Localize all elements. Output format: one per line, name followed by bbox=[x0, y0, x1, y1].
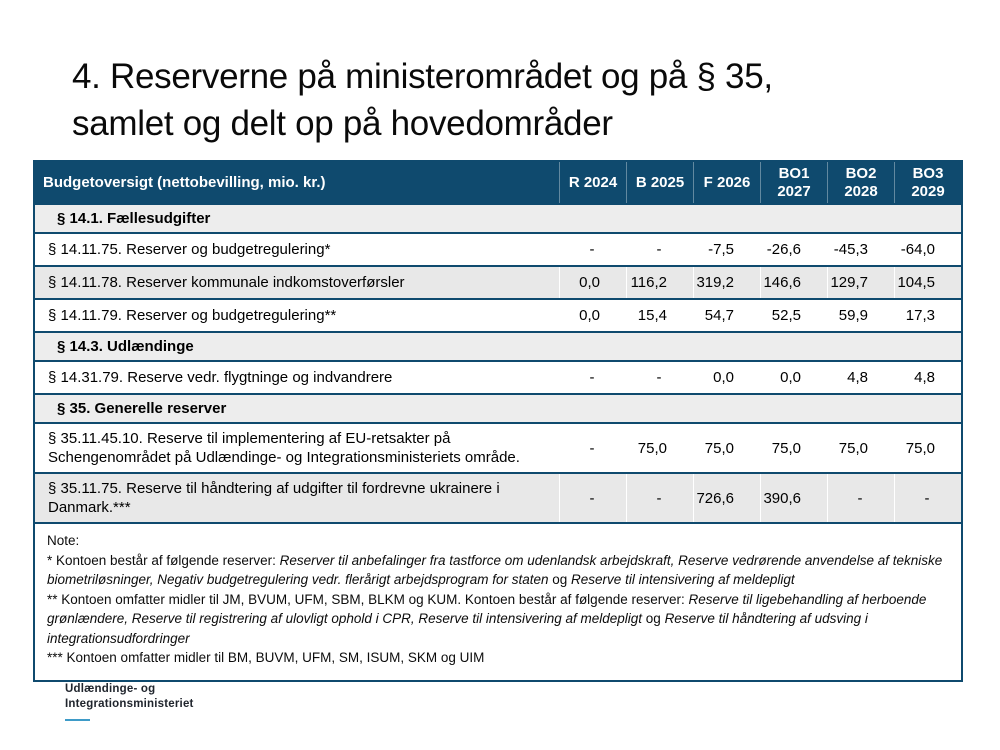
value-cell: -45,3 bbox=[827, 234, 894, 265]
value-cell: 54,7 bbox=[693, 300, 760, 331]
note-text: og bbox=[548, 572, 572, 587]
value-cell: - bbox=[827, 474, 894, 522]
note-text-italic: Reserve til håndtering af udsving i integrationsudfordringer bbox=[47, 611, 868, 646]
row-label: § 35.11.45.10. Reserve til implementering af EU-retsakter på Schengenområdet på Udlændinge- og Integrationsministeriets område. bbox=[48, 430, 520, 466]
note-text: ** Kontoen omfatter midler til JM, BVUM, UFM, SBM, BLKM og KUM. Kontoen består af følgende reserver: bbox=[47, 591, 689, 607]
section-label: § 35. Generelle reserver bbox=[57, 400, 227, 417]
value-cell: 726,6 bbox=[693, 474, 760, 522]
column-header-b2025 bbox=[626, 162, 693, 203]
value-cell: 75,0 bbox=[894, 424, 961, 472]
column-header-text: BO2 bbox=[845, 164, 877, 182]
row-label: § 14.11.75. Reserver og budgetregulering* bbox=[48, 241, 331, 258]
row-label: § 14.11.78. Reserver kommunale indkomstoverførsler bbox=[48, 274, 405, 291]
value-cell: 4,8 bbox=[827, 362, 894, 393]
column-header-bo2-2028 bbox=[827, 162, 894, 203]
note-text: og bbox=[642, 611, 665, 626]
value-cell: 4,8 bbox=[894, 362, 961, 393]
table-row-35-11-75 bbox=[35, 472, 961, 522]
column-header-text: R 2024 bbox=[568, 173, 618, 191]
value-cell: 0,0 bbox=[559, 267, 626, 298]
table-header-label: Budgetoversigt (nettobevilling, mio. kr.) bbox=[43, 174, 326, 191]
table-row-35-11-45-10 bbox=[35, 422, 961, 472]
section-row-14-1 bbox=[35, 203, 961, 232]
table-header-row bbox=[35, 162, 961, 203]
note-title: Note: bbox=[47, 533, 80, 548]
page-title-line-1: 4. Reserverne på ministerområdet og på § 35, bbox=[72, 57, 773, 97]
value-cell: - bbox=[626, 362, 693, 393]
value-cell: - bbox=[626, 474, 693, 522]
row-label: § 35.11.75. Reserve til håndtering af udgifter til fordrevne ukrainere i Danmark.*** bbox=[48, 480, 500, 516]
note-text: * Kontoen består af følgende reserver: bbox=[47, 552, 280, 568]
table-row-14-31-79 bbox=[35, 360, 961, 393]
ministry-name-line-1: Udlændinge- og bbox=[65, 683, 156, 695]
value-cell: - bbox=[626, 234, 693, 265]
column-header-bo1-2027 bbox=[760, 162, 827, 203]
value-cell: 59,9 bbox=[827, 300, 894, 331]
note-line-3: *** Kontoen omfatter midler til BM, BUVM, UFM, SM, ISUM, SKM og UIM bbox=[47, 650, 485, 665]
column-header-text: B 2025 bbox=[635, 173, 685, 191]
ministry-logo bbox=[65, 682, 194, 712]
column-header-text: F 2026 bbox=[703, 173, 751, 191]
section-row-35 bbox=[35, 393, 961, 422]
value-cell: -26,6 bbox=[760, 234, 827, 265]
value-cell: 17,3 bbox=[894, 300, 961, 331]
row-label: § 14.11.79. Reserver og budgetregulering** bbox=[48, 307, 337, 324]
note-text-italic: Reserve til ligebehandling af herboende grønlændere, Reserve til registrering af ulovligt ophold i CPR, Reserve til intensivering af meldepligt bbox=[47, 591, 927, 626]
value-cell: 0,0 bbox=[760, 362, 827, 393]
table-row-14-11-79 bbox=[35, 298, 961, 331]
table-row-14-11-75 bbox=[35, 232, 961, 265]
value-cell: 75,0 bbox=[827, 424, 894, 472]
column-header-f2026 bbox=[693, 162, 760, 203]
column-header-text: 2029 bbox=[911, 182, 945, 200]
page-title-line-2: samlet og delt op på hovedområder bbox=[72, 104, 613, 144]
value-cell: - bbox=[559, 362, 626, 393]
value-cell: 129,7 bbox=[827, 267, 894, 298]
table-notes bbox=[35, 522, 961, 680]
value-cell: 146,6 bbox=[760, 267, 827, 298]
value-cell: 104,5 bbox=[894, 267, 961, 298]
value-cell: 0,0 bbox=[559, 300, 626, 331]
note-text-italic: Reserver til anbefalinger fra tastforce om udenlandsk arbejdskraft, Reserve vedrørende anvendelse af tekniske biometriløsninger, Negativ budgetregulering vedr. flerårigt arbejdsprogram for staten bbox=[47, 552, 943, 587]
column-header-bo3-2029 bbox=[894, 162, 961, 203]
value-cell: 0,0 bbox=[693, 362, 760, 393]
value-cell: 75,0 bbox=[626, 424, 693, 472]
column-header-r2024 bbox=[559, 162, 626, 203]
column-header-text: 2028 bbox=[844, 182, 878, 200]
column-header-text: BO3 bbox=[912, 164, 944, 182]
value-cell: 52,5 bbox=[760, 300, 827, 331]
value-cell: - bbox=[559, 424, 626, 472]
value-cell: - bbox=[559, 474, 626, 522]
note-line-1 bbox=[47, 551, 949, 590]
value-cell: -7,5 bbox=[693, 234, 760, 265]
value-cell: 116,2 bbox=[626, 267, 693, 298]
column-header-text: BO1 bbox=[778, 164, 810, 182]
value-cell: 75,0 bbox=[693, 424, 760, 472]
section-row-14-3 bbox=[35, 331, 961, 360]
page-title bbox=[72, 53, 952, 147]
value-cell: 75,0 bbox=[760, 424, 827, 472]
value-cell: - bbox=[559, 234, 626, 265]
ministry-name-line-2: Integrationsministeriet bbox=[65, 698, 194, 710]
note-text-italic: Reserve til intensivering af meldepligt bbox=[571, 572, 795, 587]
row-label: § 14.31.79. Reserve vedr. flygtninge og indvandrere bbox=[48, 369, 393, 386]
column-header-text: 2027 bbox=[777, 182, 811, 200]
value-cell: 319,2 bbox=[693, 267, 760, 298]
value-cell: -64,0 bbox=[894, 234, 961, 265]
section-label: § 14.1. Fællesudgifter bbox=[57, 210, 211, 227]
budget-table bbox=[33, 160, 963, 682]
ministry-logo-rule bbox=[65, 719, 90, 721]
value-cell: 15,4 bbox=[626, 300, 693, 331]
note-line-2 bbox=[47, 590, 949, 649]
table-row-14-11-78 bbox=[35, 265, 961, 298]
value-cell: 390,6 bbox=[760, 474, 827, 522]
section-label: § 14.3. Udlændinge bbox=[57, 338, 194, 355]
value-cell: - bbox=[894, 474, 961, 522]
